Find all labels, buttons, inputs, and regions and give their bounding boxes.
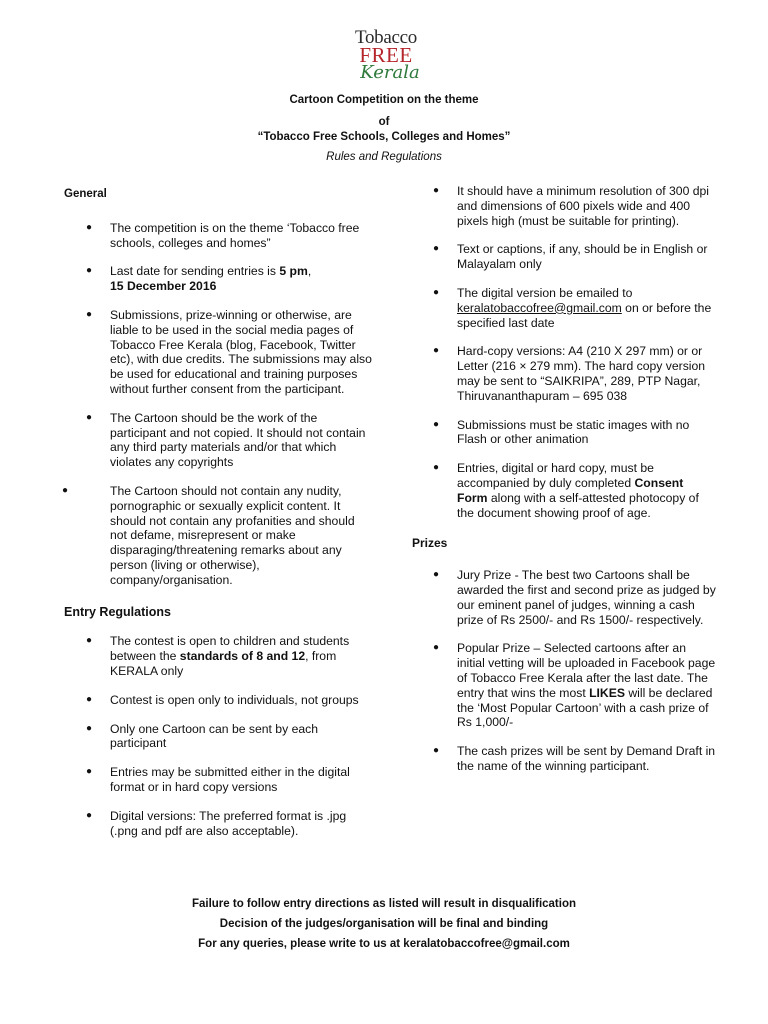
item-text: on or before the specified last date [457, 300, 712, 330]
item-text: Only one Cartoon can be sent by each participant [110, 721, 318, 751]
list-item [412, 418, 717, 448]
footer-line: Failure to follow entry directions as listed will result in disqualification [191, 898, 577, 910]
bullet-icon: ● [433, 462, 440, 474]
item-text: Contest is open only to individuals, not groups [110, 692, 359, 707]
footer-notes [0, 894, 768, 954]
bullet-icon: ● [433, 345, 440, 357]
item-text: The cash prizes will be sent by Demand Draft in the name of the winning participant. [457, 744, 716, 773]
bullet-icon: ● [433, 185, 440, 196]
document-title: Cartoon Competition on the theme [289, 94, 479, 106]
section-heading-general: General [64, 188, 107, 200]
standards-bold: standards of 8 and 12 [179, 649, 306, 664]
list-item [64, 308, 374, 397]
item-text: will be declared the ‘Most Popular Cartoon’ with a cash prize of Rs 1,000/- [457, 685, 713, 730]
document-subtitle: Rules and Regulations [326, 151, 442, 163]
list-item [64, 411, 374, 470]
list-item [412, 568, 717, 627]
item-text: The contest is open to children and students between the [110, 634, 350, 664]
bullet-icon: ● [86, 308, 93, 320]
item-text: Entries may be submitted either in the digital format or in hard copy versions [110, 765, 350, 794]
bullet-icon: ● [433, 569, 440, 581]
logo-line-free: FREE [359, 43, 413, 67]
list-item [64, 221, 374, 251]
item-text: Submissions, prize-winning or otherwise, are liable to be used in the social media pages of Tobacco Free Kerala (blog, Facebook, Twitter etc), with due credits. The submissions may also be used for educational and training purposes without further consent from the participant. [110, 307, 372, 396]
bullet-icon: ● [86, 411, 93, 423]
list-item [64, 765, 374, 795]
item-text: The digital version be emailed to [457, 285, 633, 300]
item-text: Jury Prize - The best two Cartoons shall be awarded the first and second prize as judged by our eminent panel of judges, winning a cash prize of Rs 2500/- and Rs 1500/- respectively. [457, 568, 716, 627]
bullet-icon: ● [86, 809, 93, 821]
footer-line: Decision of the judges/organisation will be final and binding [219, 918, 549, 930]
theme-title: “Tobacco Free Schools, Colleges and Homes” [257, 131, 511, 143]
deadline-date: 15 December 2016 [110, 279, 217, 294]
list-item [412, 344, 717, 403]
list-item-deadline [64, 264, 374, 294]
item-text: along with a self-attested photocopy of the document showing proof of age. [457, 490, 699, 520]
list-item [412, 184, 717, 228]
email-link[interactable]: keralatobaccofree@gmail.com [457, 300, 622, 315]
item-text: Popular Prize – Selected cartoons after an initial vetting will be uploaded in Facebook page of Tobacco Free Kerala after the last date. The entry that wins the most [457, 641, 716, 700]
bullet-icon: ● [86, 265, 93, 277]
section-heading-entry-regulations: Entry Regulations [64, 604, 171, 619]
item-text: Digital versions: The preferred format is .jpg (.png and pdf are also acceptable). [110, 808, 347, 838]
bullet-icon: ● [433, 418, 440, 430]
item-text: Hard-copy versions: A4 (210 X 297 mm) or or Letter (216 × 279 mm). The hard copy version may be sent to “SAIKRIPA”, 289, PTP Nagar, Thiruvananthapuram – 695 038 [457, 344, 706, 403]
bullet-icon: ● [433, 745, 440, 757]
bullet-icon: ● [433, 286, 440, 298]
consent-form-bold: Consent Form [457, 475, 684, 505]
list-item-popular-prize [412, 641, 717, 730]
logo-line-tobacco: Tobacco [355, 27, 417, 48]
list-item [64, 484, 374, 588]
section-heading-prizes: Prizes [412, 536, 448, 551]
right-column [412, 184, 717, 788]
bullet-icon: ● [433, 243, 440, 255]
bullet-icon: ● [62, 484, 69, 496]
item-text: The Cartoon should not contain any nudity, pornographic or sexually explicit content. It should not contain any profanities and should not defame, misrepresent or make disparaging/threatening remarks about any person (living or otherwise), company/organisation. [110, 483, 355, 587]
likes-bold: LIKES [589, 685, 625, 700]
list-item-standards [64, 634, 374, 678]
bullet-icon: ● [86, 722, 93, 734]
list-item [64, 809, 374, 839]
tobacco-free-kerala-logo [346, 27, 426, 86]
list-item [412, 242, 717, 272]
list-item-consent [412, 461, 717, 520]
deadline-time: 5 pm [279, 264, 308, 279]
item-text: Submissions must be static images with no Flash or other animation [457, 417, 690, 447]
list-item-email [412, 286, 717, 330]
item-text: The Cartoon should be the work of the participant and not copied. It should not contain any third party materials and/or that which violates any copyrights [110, 410, 366, 470]
item-text: , from KERALA only [110, 649, 337, 678]
title-of: of [378, 116, 390, 128]
bullet-icon: ● [433, 642, 440, 654]
item-text: The competition is on the theme ‘Tobacco free schools, colleges and homes” [110, 220, 360, 250]
item-text: Last date for sending entries is [110, 264, 280, 279]
bullet-icon: ● [86, 635, 93, 647]
list-item [412, 744, 717, 774]
item-text: Entries, digital or hard copy, must be accompanied by duly completed [457, 461, 654, 490]
bullet-icon: ● [86, 693, 93, 705]
bullet-icon: ● [86, 766, 93, 778]
list-item [64, 722, 374, 752]
item-text: , [307, 264, 312, 279]
item-text: It should have a minimum resolution of 300 dpi and dimensions of 600 pixels wide and 400 pixels high (must be suitable for printing). [457, 184, 710, 228]
left-column [64, 187, 374, 852]
footer-line: For any queries, please write to us at keralatobaccofree@gmail.com [198, 938, 570, 950]
list-item [64, 693, 374, 708]
item-text: Text or captions, if any, should be in English or Malayalam only [457, 242, 708, 272]
bullet-icon: ● [86, 221, 93, 233]
logo-line-kerala: Kerala [360, 62, 420, 83]
